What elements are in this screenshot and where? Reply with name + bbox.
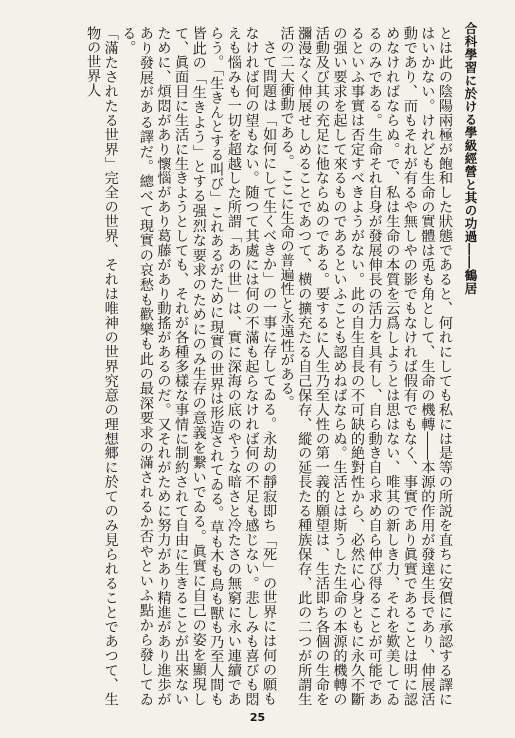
- paragraph-2: さて問題は「如何にして生くべきか」の一事に存してゐる。永劫の靜寂即ち「死」の世界には何の願もなければ何の望もない。随つて其處には何の不滿も起らなければ何の不足も感じない。悲しみも喜びも悶えも惱みも一切を超越した所謂「あの世」は、實に深海の底のやうな暗さと冷たさの無窮に永い連續であらう。「生きんとする叫び」これあるがために現實の世界は形造されてゐる。草も木も鳥も獸も乃至人間も皆此の「生きよう」とする强烈な要求のためにのみ生存の意義を繋いでゐる。眞實に自己の姿を顯現して、眞面目に生活に生きようとしても、それが各種多樣な事情に制約されて自由に生きることが出來ないために、煩悶があり懷惱があり葛藤があり動搖があるのだ。又それがために努力があり精進があり進歩があり發展がある譯だ。總べて現實の哀愁も歡樂も此の最深要求の滿されるか否やといふ點から發してゐる。: [120, 26, 278, 706]
- paragraph-1: とは此の陰陽兩極が飽和した狀態であると、何れにしても私には是等の所説を直ちに安價に承認する譯にはいかない。けれども生命の實體は兎も角として、生命の機轉――本源的作用が發達生長であり、伸展活動であり、而もそれが有るや無しやの影でもなければ假有でもなく、事實であり眞實であることは明に認めなければならぬ。で、私は生命の本質を云爲しようとは思はない、唯其の新しき力、それを歎美してゐるのみである。生命それ自身が發展伸長の活力を具有し、自ら動き自ら求め自ら伸び得ることが可能であるといふ事實は否定すべきようがない。此の自生自長の不可缺的絶對性から、必然に心身ともに永久不斷の强い要求を起して來るものであるといふことも認めねばならぬ。生活とは斯うした生命の本源的機轉の活動及び其の充足に他ならぬのである。要するに人生乃至人性の第一義的願望は、生活即ち各個の生命を瀰漫なく伸展せしめることであつて、横の擴充たる自己保存、縱の延長たる種族保存、此の二つが所謂生活の二大衝動である。ここに生命の普遍性と永遠性がある。: [278, 26, 453, 706]
- running-head: 合科學習に於ける學級經營と其の功過――鶴居: [463, 22, 478, 295]
- paragraph-3: 「滿たされたる世界」完全の世界、それは唯神の世界究意の理想郷に於てのみ見られることであつて、生物の世界人: [85, 26, 119, 706]
- page-number: 25: [249, 711, 266, 724]
- body-text: [84, 26, 453, 706]
